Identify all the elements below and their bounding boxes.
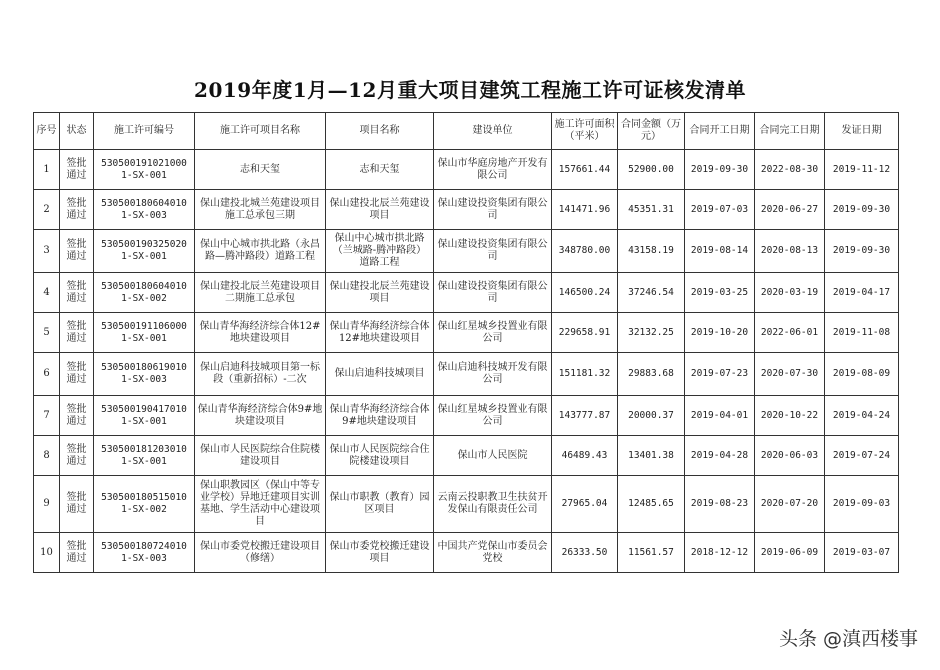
cell-permit-name: 保山建投北辰兰苑建设项目二期施工总承包 <box>195 273 326 313</box>
cell-status: 签批通过 <box>60 396 94 436</box>
cell-status: 签批通过 <box>60 476 94 533</box>
cell-permit-name: 保山职教园区（保山中等专业学校）异地迁建项目实训基地、学生活动中心建设项目 <box>195 476 326 533</box>
header-start-date: 合同开工日期 <box>685 113 755 150</box>
cell-permit-name: 保山市人民医院综合住院楼建设项目 <box>195 436 326 476</box>
cell-project: 保山中心城市拱北路（兰城路-腾冲路段）道路工程 <box>326 230 434 273</box>
cell-no: 2 <box>34 190 60 230</box>
cell-builder: 保山红星城乡投置业有限公司 <box>434 313 552 353</box>
cell-no: 5 <box>34 313 60 353</box>
cell-start-date: 2019-04-28 <box>685 436 755 476</box>
watermark: 头条 @滇西楼事 <box>778 628 918 650</box>
cell-area: 229658.91 <box>552 313 618 353</box>
header-permit-no: 施工许可编号 <box>94 113 195 150</box>
cell-status: 签批通过 <box>60 436 94 476</box>
header-amount: 合同金额（万元） <box>618 113 685 150</box>
cell-permit-no: 530500180604010 1-SX-003 <box>94 190 195 230</box>
cell-issue-date: 2019-11-12 <box>825 150 899 190</box>
document-title: 2019年度1月—12月重大项目建筑工程施工许可证核发清单 <box>194 78 746 102</box>
cell-end-date: 2022-06-01 <box>755 313 825 353</box>
cell-start-date: 2019-04-01 <box>685 396 755 436</box>
cell-start-date: 2019-08-23 <box>685 476 755 533</box>
cell-start-date: 2019-08-14 <box>685 230 755 273</box>
header-issue-date: 发证日期 <box>825 113 899 150</box>
cell-permit-no: 530500180515010 1-SX-002 <box>94 476 195 533</box>
header-status: 状态 <box>60 113 94 150</box>
cell-no: 1 <box>34 150 60 190</box>
cell-permit-name: 保山市委党校搬迁建设项目（修缮） <box>195 533 326 573</box>
cell-area: 46489.43 <box>552 436 618 476</box>
table-header-row <box>34 113 899 150</box>
cell-area: 146500.24 <box>552 273 618 313</box>
cell-builder: 云南云投职教卫生扶贫开发保山有限责任公司 <box>434 476 552 533</box>
cell-project: 保山启迪科技城项目 <box>326 353 434 396</box>
header-permit-name: 施工许可项目名称 <box>195 113 326 150</box>
cell-project: 保山市委党校搬迁建设项目 <box>326 533 434 573</box>
cell-end-date: 2022-08-30 <box>755 150 825 190</box>
cell-start-date: 2019-07-03 <box>685 190 755 230</box>
cell-project: 保山市人民医院综合住院楼建设项目 <box>326 436 434 476</box>
cell-builder: 保山市人民医院 <box>434 436 552 476</box>
table-row <box>34 436 899 476</box>
table-row <box>34 396 899 436</box>
cell-builder: 保山市华庭房地产开发有限公司 <box>434 150 552 190</box>
cell-end-date: 2020-07-20 <box>755 476 825 533</box>
table-row <box>34 476 899 533</box>
cell-end-date: 2020-03-19 <box>755 273 825 313</box>
cell-issue-date: 2019-04-17 <box>825 273 899 313</box>
cell-issue-date: 2019-03-07 <box>825 533 899 573</box>
cell-amount: 43158.19 <box>618 230 685 273</box>
cell-no: 9 <box>34 476 60 533</box>
table-row <box>34 230 899 273</box>
cell-area: 27965.04 <box>552 476 618 533</box>
cell-builder: 保山建设投资集团有限公司 <box>434 273 552 313</box>
cell-area: 151181.32 <box>552 353 618 396</box>
cell-status: 签批通过 <box>60 190 94 230</box>
table-row <box>34 353 899 396</box>
cell-no: 8 <box>34 436 60 476</box>
permit-table <box>33 112 899 573</box>
cell-permit-no: 530500180619010 1-SX-003 <box>94 353 195 396</box>
cell-project: 保山青华海经济综合体12#地块建设项目 <box>326 313 434 353</box>
cell-start-date: 2019-10-20 <box>685 313 755 353</box>
cell-project: 保山青华海经济综合体9#地块建设项目 <box>326 396 434 436</box>
cell-amount: 13401.38 <box>618 436 685 476</box>
cell-project: 保山建投北辰兰苑建设项目 <box>326 273 434 313</box>
cell-amount: 29883.68 <box>618 353 685 396</box>
cell-builder: 保山红星城乡投置业有限公司 <box>434 396 552 436</box>
cell-no: 7 <box>34 396 60 436</box>
cell-end-date: 2020-08-13 <box>755 230 825 273</box>
cell-no: 4 <box>34 273 60 313</box>
cell-issue-date: 2019-11-08 <box>825 313 899 353</box>
table-row <box>34 273 899 313</box>
cell-area: 141471.96 <box>552 190 618 230</box>
cell-permit-name: 保山青华海经济综合体9#地块建设项目 <box>195 396 326 436</box>
cell-end-date: 2019-06-09 <box>755 533 825 573</box>
cell-permit-no: 530500190325020 1-SX-001 <box>94 230 195 273</box>
header-project: 项目名称 <box>326 113 434 150</box>
cell-permit-name: 保山建投北城兰苑建设项目施工总承包三期 <box>195 190 326 230</box>
cell-project: 保山市职教（教育）园区项目 <box>326 476 434 533</box>
cell-issue-date: 2019-08-09 <box>825 353 899 396</box>
cell-permit-name: 保山启迪科技城项目第一标段（重新招标）-二次 <box>195 353 326 396</box>
cell-end-date: 2020-06-27 <box>755 190 825 230</box>
cell-permit-no: 530500190417010 1-SX-001 <box>94 396 195 436</box>
cell-amount: 45351.31 <box>618 190 685 230</box>
cell-builder: 保山启迪科技城开发有限公司 <box>434 353 552 396</box>
cell-issue-date: 2019-09-30 <box>825 230 899 273</box>
cell-end-date: 2020-07-30 <box>755 353 825 396</box>
cell-issue-date: 2019-04-24 <box>825 396 899 436</box>
cell-amount: 12485.65 <box>618 476 685 533</box>
cell-amount: 37246.54 <box>618 273 685 313</box>
table-row <box>34 533 899 573</box>
cell-amount: 32132.25 <box>618 313 685 353</box>
cell-area: 348780.00 <box>552 230 618 273</box>
cell-builder: 中国共产党保山市委员会党校 <box>434 533 552 573</box>
cell-issue-date: 2019-09-30 <box>825 190 899 230</box>
cell-no: 10 <box>34 533 60 573</box>
cell-builder: 保山建设投资集团有限公司 <box>434 230 552 273</box>
cell-amount: 52900.00 <box>618 150 685 190</box>
cell-status: 签批通过 <box>60 353 94 396</box>
cell-end-date: 2020-10-22 <box>755 396 825 436</box>
cell-start-date: 2019-07-23 <box>685 353 755 396</box>
cell-permit-name: 志和天玺 <box>195 150 326 190</box>
cell-no: 6 <box>34 353 60 396</box>
cell-project: 志和天玺 <box>326 150 434 190</box>
table-row <box>34 190 899 230</box>
table-row <box>34 313 899 353</box>
cell-permit-name: 保山中心城市拱北路（永昌路—腾冲路段）道路工程 <box>195 230 326 273</box>
cell-start-date: 2019-09-30 <box>685 150 755 190</box>
cell-status: 签批通过 <box>60 230 94 273</box>
cell-permit-no: 530500180724010 1-SX-003 <box>94 533 195 573</box>
cell-start-date: 2018-12-12 <box>685 533 755 573</box>
cell-permit-no: 530500180604010 1-SX-002 <box>94 273 195 313</box>
cell-status: 签批通过 <box>60 313 94 353</box>
cell-project: 保山建投北辰兰苑建设项目 <box>326 190 434 230</box>
cell-area: 157661.44 <box>552 150 618 190</box>
cell-amount: 20000.37 <box>618 396 685 436</box>
header-end-date: 合同完工日期 <box>755 113 825 150</box>
cell-permit-no: 530500191021000 1-SX-001 <box>94 150 195 190</box>
cell-issue-date: 2019-09-03 <box>825 476 899 533</box>
cell-amount: 11561.57 <box>618 533 685 573</box>
cell-permit-name: 保山青华海经济综合体12#地块建设项目 <box>195 313 326 353</box>
cell-status: 签批通过 <box>60 533 94 573</box>
cell-no: 3 <box>34 230 60 273</box>
header-builder: 建设单位 <box>434 113 552 150</box>
header-area: 施工许可面积（平米） <box>552 113 618 150</box>
cell-area: 26333.50 <box>552 533 618 573</box>
cell-status: 签批通过 <box>60 150 94 190</box>
cell-builder: 保山建设投资集团有限公司 <box>434 190 552 230</box>
cell-end-date: 2020-06-03 <box>755 436 825 476</box>
cell-status: 签批通过 <box>60 273 94 313</box>
cell-area: 143777.87 <box>552 396 618 436</box>
table-row <box>34 150 899 190</box>
cell-permit-no: 530500181203010 1-SX-001 <box>94 436 195 476</box>
cell-permit-no: 530500191106000 1-SX-001 <box>94 313 195 353</box>
cell-issue-date: 2019-07-24 <box>825 436 899 476</box>
cell-start-date: 2019-03-25 <box>685 273 755 313</box>
header-no: 序号 <box>34 113 60 150</box>
